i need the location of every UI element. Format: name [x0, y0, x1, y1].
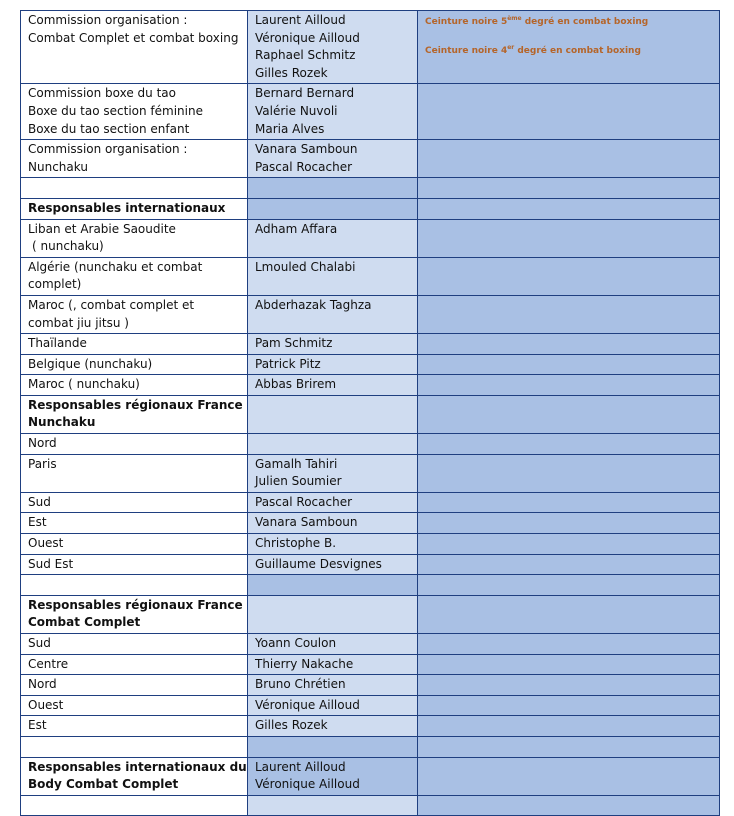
table-row [21, 84, 720, 140]
person-name [255, 435, 411, 453]
role-text: Algérie (nunchaku et combat [28, 259, 203, 274]
person-name: Gamalh Tahiri [255, 456, 338, 471]
role-cell [21, 434, 248, 455]
person-name: Laurent Ailloud [255, 759, 346, 774]
role-text: Boxe du tao section féminine [28, 103, 203, 118]
role-text: Commission boxe du tao [28, 86, 176, 101]
role-cell [21, 257, 248, 295]
notes-cell [418, 534, 720, 555]
table-row [21, 198, 720, 219]
section-heading-cell [21, 595, 248, 633]
role-cell [21, 795, 248, 816]
person-cell [248, 695, 418, 716]
role-cell [21, 11, 248, 84]
notes-cell [418, 675, 720, 696]
role-text: Thaïlande [28, 336, 87, 351]
table-row [21, 454, 720, 492]
person-name: Véronique Ailloud [255, 697, 360, 712]
table-row [21, 795, 720, 816]
person-name: Gilles Rozek [255, 65, 328, 80]
person-cell [248, 375, 418, 396]
table-row [21, 219, 720, 257]
person-name: Patrick Pitz [255, 356, 321, 371]
role-cell [21, 354, 248, 375]
person-cell [248, 295, 418, 333]
person-name: Pascal Rocacher [255, 494, 353, 509]
role-text: Ouest [28, 536, 64, 551]
role-text: Est [28, 718, 47, 733]
note-text: degré en combat boxing [514, 46, 641, 56]
role-text: Maroc ( nunchaku) [28, 377, 140, 392]
role-cell [21, 675, 248, 696]
table-row [21, 675, 720, 696]
role-text: Nord [28, 436, 57, 451]
notes-cell [418, 178, 720, 199]
notes-cell [418, 434, 720, 455]
role-text: Belgique (nunchaku) [28, 356, 153, 371]
role-text: Nord [28, 677, 57, 692]
person-name: Abderhazak Taghza [255, 297, 372, 312]
notes-cell [418, 695, 720, 716]
table-row [21, 295, 720, 333]
table-row [21, 257, 720, 295]
role-cell [21, 178, 248, 199]
person-cell [248, 654, 418, 675]
section-heading: Nunchaku [28, 415, 96, 430]
person-name: Véronique Ailloud [255, 777, 360, 792]
person-name [255, 597, 411, 615]
person-name: Valérie Nuvoli [255, 103, 338, 118]
notes-cell [418, 554, 720, 575]
role-cell [21, 695, 248, 716]
notes-cell [418, 140, 720, 178]
role-cell [21, 375, 248, 396]
table-row [21, 716, 720, 737]
section-heading: Responsables régionaux France [28, 597, 243, 612]
table-row [21, 695, 720, 716]
table-row [21, 654, 720, 675]
person-cell [248, 634, 418, 655]
person-name [255, 179, 411, 197]
role-text: Boxe du tao section enfant [28, 121, 190, 136]
table-row [21, 736, 720, 757]
notes-cell [418, 716, 720, 737]
person-name: Abbas Brirem [255, 377, 337, 392]
role-text [28, 738, 241, 756]
notes-cell [418, 11, 720, 84]
note-text: Ceinture noire 4 [425, 46, 508, 56]
role-text: Maroc (, combat complet et [28, 297, 195, 312]
section-heading: Body Combat Complet [28, 777, 179, 792]
role-cell [21, 454, 248, 492]
notes-cell [418, 575, 720, 596]
person-cell [248, 140, 418, 178]
person-cell [248, 575, 418, 596]
person-cell [248, 11, 418, 84]
role-text: Centre [28, 656, 69, 671]
person-name: Pam Schmitz [255, 336, 333, 351]
person-cell [248, 554, 418, 575]
table-row [21, 575, 720, 596]
notes-cell [418, 654, 720, 675]
person-cell [248, 675, 418, 696]
person-cell [248, 219, 418, 257]
person-name: Adham Affara [255, 221, 338, 236]
role-text: Commission organisation : [28, 142, 188, 157]
note-text: Ceinture noire 5 [425, 17, 508, 27]
person-name: Gilles Rozek [255, 718, 328, 733]
notes-cell [418, 257, 720, 295]
table-row [21, 434, 720, 455]
note-superscript: ème [507, 15, 522, 22]
person-name [255, 738, 411, 756]
note-superscript: er [507, 44, 515, 51]
notes-cell [418, 84, 720, 140]
role-text [28, 179, 241, 197]
person-name [255, 576, 411, 594]
person-cell [248, 334, 418, 355]
person-cell [248, 716, 418, 737]
table-row [21, 354, 720, 375]
role-text: Sud [28, 636, 51, 650]
person-name: Vanara Samboun [255, 142, 358, 157]
notes-cell [418, 295, 720, 333]
person-name: Laurent Ailloud [255, 13, 346, 27]
person-name: Vanara Samboun [255, 515, 358, 530]
section-heading-cell [21, 198, 248, 219]
role-cell [21, 654, 248, 675]
person-cell [248, 736, 418, 757]
person-cell [248, 513, 418, 534]
section-heading-cell [21, 757, 248, 795]
role-cell [21, 534, 248, 555]
role-text [28, 797, 241, 815]
role-cell [21, 554, 248, 575]
notes-cell [418, 492, 720, 513]
role-cell [21, 219, 248, 257]
person-name [255, 200, 411, 218]
person-cell [248, 84, 418, 140]
role-cell [21, 716, 248, 737]
person-name: Pascal Rocacher [255, 159, 353, 174]
person-cell [248, 198, 418, 219]
role-text: Commission organisation : [28, 13, 188, 27]
role-cell [21, 513, 248, 534]
table-row [21, 11, 720, 84]
person-cell [248, 395, 418, 433]
table-row [21, 554, 720, 575]
person-name: Julien Soumier [255, 474, 342, 489]
person-cell [248, 178, 418, 199]
role-cell [21, 736, 248, 757]
belt-note [425, 42, 713, 57]
table-row [21, 375, 720, 396]
role-text: complet) [28, 277, 82, 292]
section-heading: Responsables régionaux France [28, 397, 243, 412]
role-text: Sud [28, 494, 51, 509]
table-row [21, 334, 720, 355]
person-cell [248, 757, 418, 795]
section-heading: Responsables internationaux du [28, 759, 247, 774]
table-row [21, 178, 720, 199]
role-cell [21, 140, 248, 178]
role-text [28, 576, 241, 594]
person-name [255, 397, 411, 415]
person-name [255, 797, 411, 815]
notes-cell [418, 454, 720, 492]
table-row [21, 492, 720, 513]
person-name: Véronique Ailloud [255, 30, 360, 45]
person-name: Thierry Nakache [255, 656, 354, 671]
role-text: Liban et Arabie Saoudite [28, 221, 176, 236]
role-cell [21, 84, 248, 140]
notes-cell [418, 219, 720, 257]
person-name: Guillaume Desvignes [255, 556, 382, 571]
notes-cell [418, 595, 720, 633]
person-name: Yoann Coulon [255, 636, 337, 650]
notes-cell [418, 375, 720, 396]
person-cell [248, 257, 418, 295]
notes-cell [418, 198, 720, 219]
table-row [21, 140, 720, 178]
person-cell [248, 492, 418, 513]
notes-cell [418, 757, 720, 795]
notes-cell [418, 795, 720, 816]
notes-cell [418, 395, 720, 433]
role-cell [21, 295, 248, 333]
role-text: Nunchaku [28, 159, 88, 174]
section-heading: Responsables internationaux [28, 200, 226, 215]
table-row [21, 595, 720, 633]
notes-cell [418, 736, 720, 757]
table-row [21, 513, 720, 534]
person-cell [248, 595, 418, 633]
person-name: Christophe B. [255, 536, 337, 551]
person-name: Lmouled Chalabi [255, 259, 356, 274]
role-text: Est [28, 515, 47, 530]
role-text: ( nunchaku) [32, 239, 104, 254]
section-heading-cell [21, 395, 248, 433]
notes-cell [418, 334, 720, 355]
role-cell [21, 575, 248, 596]
belt-note [425, 13, 713, 28]
person-cell [248, 534, 418, 555]
table-row [21, 395, 720, 433]
role-text: Paris [28, 456, 57, 471]
role-text: combat jiu jitsu ) [28, 315, 129, 330]
role-cell [21, 334, 248, 355]
notes-cell [418, 354, 720, 375]
note-text: degré en combat boxing [521, 17, 649, 27]
person-name: Raphael Schmitz [255, 48, 356, 63]
notes-cell [418, 513, 720, 534]
person-cell [248, 354, 418, 375]
role-text: Sud Est [28, 556, 74, 571]
person-cell [248, 795, 418, 816]
role-text: Combat Complet et combat boxing [28, 30, 239, 45]
table-row [21, 634, 720, 655]
notes-cell [418, 634, 720, 655]
role-cell [21, 492, 248, 513]
role-text: Ouest [28, 697, 64, 712]
section-heading: Combat Complet [28, 615, 141, 630]
person-name: Maria Alves [255, 121, 325, 136]
person-name: Bernard Bernard [255, 86, 355, 101]
person-cell [248, 454, 418, 492]
person-name: Bruno Chrétien [255, 677, 346, 692]
person-cell [248, 434, 418, 455]
roster-table [20, 10, 720, 816]
table-row [21, 534, 720, 555]
table-row [21, 757, 720, 795]
role-cell [21, 634, 248, 655]
